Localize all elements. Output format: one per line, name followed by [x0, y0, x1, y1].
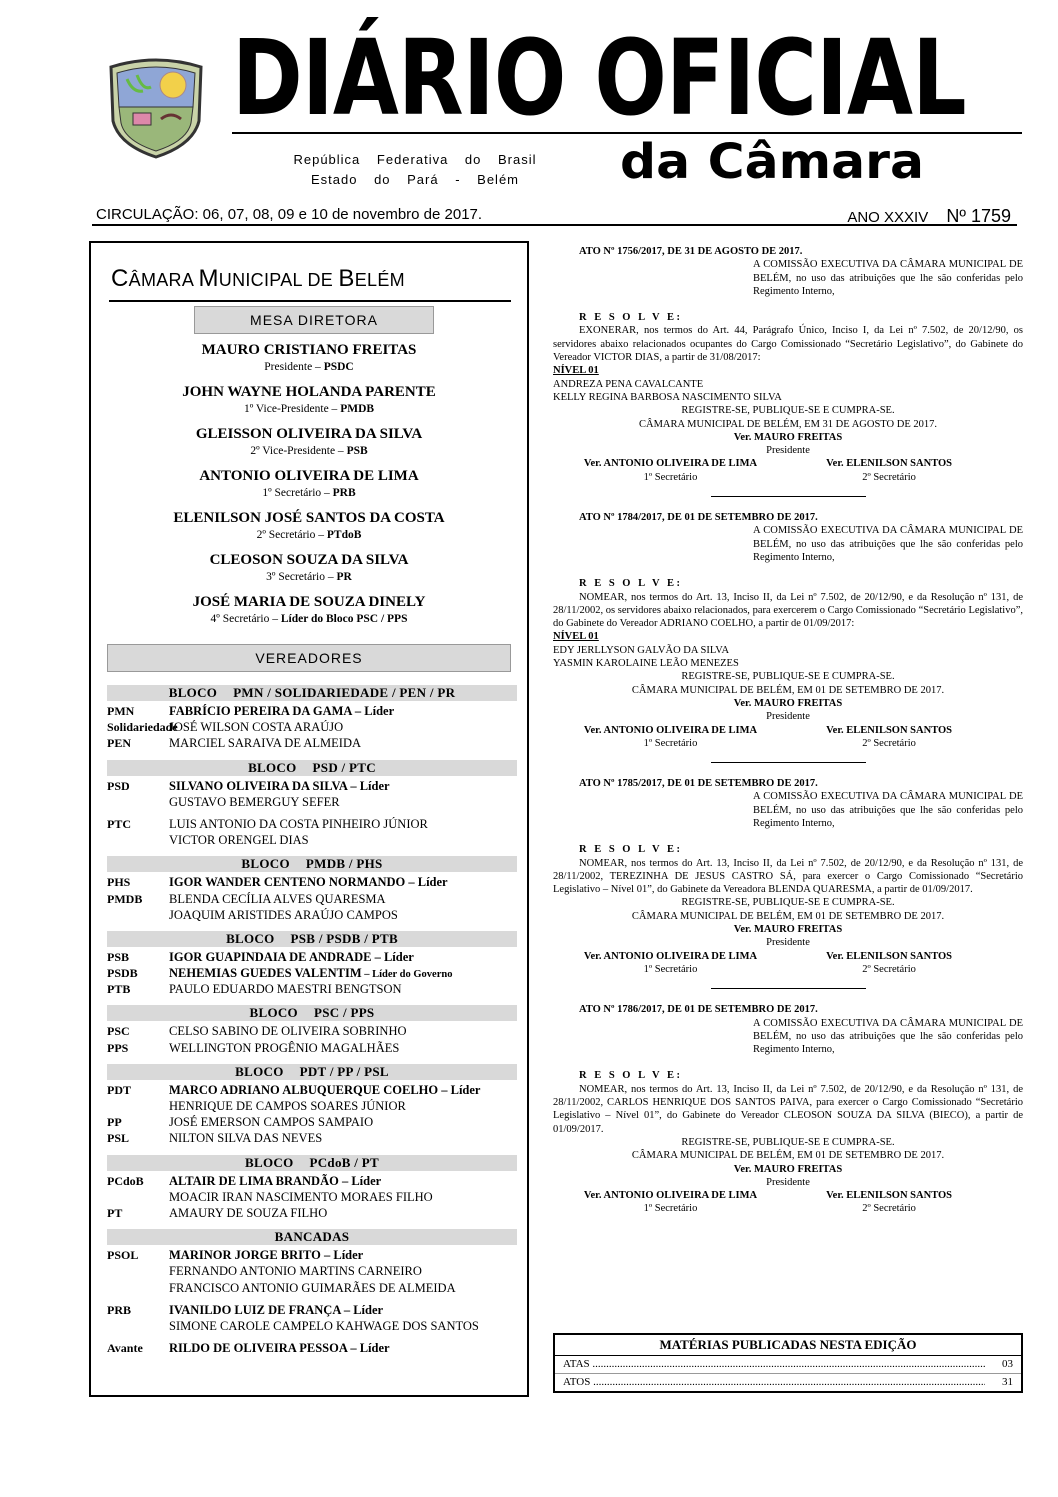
coat-of-arms-icon [103, 57, 209, 159]
vereador-row [107, 794, 517, 810]
vereador-name [169, 1082, 517, 1098]
ato-separator [711, 988, 866, 989]
vereador-name-text: MARCIEL SARAIVA DE ALMEIDA [169, 736, 362, 751]
member-party: PSB [346, 445, 368, 457]
member-name: ANTONIO OLIVEIRA DE LIMA [199, 468, 419, 484]
vereador-row [107, 1340, 517, 1356]
vereador-row [107, 981, 517, 997]
vereador-name [169, 1302, 517, 1318]
materia-label: ATOS ..... [563, 1374, 985, 1391]
sec2-name: Ver. ELENILSON SANTOS [826, 1190, 953, 1202]
vereador-party: PTB [107, 982, 131, 997]
member-role-title: 1º Vice-Presidente – [243, 403, 341, 415]
presidente-name: Ver. MAURO FREITAS [733, 924, 843, 936]
presidente-role: Presidente [766, 1176, 810, 1188]
ato-block [553, 1003, 1023, 1215]
bloco-heading-part: BANCADAS [274, 1229, 350, 1245]
secretary-roles [553, 471, 1023, 484]
sec1-role: 1º Secretário [643, 1203, 698, 1215]
vereador-name-text: SIMONE CAROLE CAMPELO KAHWAGE DOS SANTOS [169, 1318, 479, 1333]
bloco-heading-part: BLOCO [226, 930, 275, 946]
bloco-gap [107, 848, 517, 854]
secretary-names [553, 1189, 1023, 1202]
sec2-name: Ver. ELENILSON SANTOS [826, 950, 953, 962]
presidente-name: Ver. MAURO FREITAS [733, 697, 843, 709]
vereador-party: PSC [107, 1024, 130, 1039]
ato-servidor: EDY JERLLYSON GALVÃO DA SILVA [553, 644, 730, 656]
vereador-row [107, 1205, 517, 1221]
title-underline [109, 300, 511, 302]
vereador-name [169, 891, 517, 907]
vereador-row [107, 816, 517, 832]
ato-preamble: A COMISSÃO EXECUTIVA DA CÂMARA MUNICIPAL DE BELÉM, no uso das atribuições que lhe são conferidas pelo Regimento Interno, [753, 791, 1023, 829]
member-role [107, 569, 511, 585]
vereador-name [169, 1340, 517, 1356]
vereador-lider: – Líder [340, 1302, 384, 1317]
vereador-party [107, 907, 169, 923]
bloco-heading-part: PDT / PP / PSL [299, 1063, 389, 1079]
bloco-heading-part: PSC / PPS [313, 1005, 375, 1021]
republica-line: República Federativa do Brasil [293, 152, 537, 167]
vereador-name-text: FERNANDO ANTONIO MARTINS CARNEIRO [169, 1264, 422, 1279]
vereador-name-text: LUIS ANTONIO DA COSTA PINHEIRO JÚNIOR [169, 816, 428, 831]
camara-panel [89, 241, 529, 1397]
vereador-name-text: GUSTAVO BEMERGUY SEFER [169, 794, 340, 809]
vereador-row [107, 1130, 517, 1146]
bloco-heading [107, 1229, 517, 1245]
ato-registre: REGISTRE-SE, PUBLIQUE-SE E CUMPRA-SE. [681, 897, 895, 909]
materia-label: ATAS ..... [563, 1356, 985, 1373]
vereador-name [169, 778, 517, 794]
ato-title: ATO Nº 1786/2017, DE 01 DE SETEMBRO DE 2017. [579, 1004, 818, 1016]
vereador-lider: – Líder [347, 778, 390, 793]
vereador-name [169, 1247, 517, 1263]
vereador-party: PSOL [107, 1248, 139, 1263]
ato-servidor: YASMIN KAROLAINE LEÃO MENEZES [553, 658, 739, 670]
sec2-role: 2º Secretário [862, 963, 916, 975]
ato-text: EXONERAR, nos termos do Art. 44, Parágrafo Único, Inciso I, da Lei nº 7.502, de 20/12/90, os servidores abaixo relacionados ocupantes do Cargo Comissionado “Secretário Legislativo”, do Gabinete do Vereador VICTOR DIAS, a partir de 31/08/2017: [553, 325, 1023, 364]
ato-nivel: NÍVEL 01 [553, 631, 599, 643]
vereador-row [107, 907, 517, 923]
bloco-gap [107, 1147, 517, 1153]
bloco-heading-part: BLOCO [249, 1005, 298, 1021]
ato-registre: REGISTRE-SE, PUBLIQUE-SE E CUMPRA-SE. [681, 1136, 895, 1148]
ato-nivel: NÍVEL 01 [553, 365, 599, 377]
bloco-heading [107, 1005, 517, 1021]
ato-resolve: R E S O L V E: [579, 312, 683, 324]
member-role-title: 3º Secretário – [266, 571, 337, 583]
camara-title: CÂMARA MUNICIPAL DE BELÉM [111, 265, 405, 292]
vereador-row [107, 1173, 517, 1189]
vereador-name-text: ALTAIR DE LIMA BRANDÃO [169, 1173, 339, 1188]
vereador-row [107, 949, 517, 965]
vereador-row [107, 735, 517, 751]
vereador-lider: – Líder [405, 875, 448, 890]
vereador-name [169, 1189, 517, 1205]
presidente-role: Presidente [766, 937, 810, 949]
vereador-name-text: JOSÉ WILSON COSTA ARAÚJO [169, 720, 344, 735]
ato-block [553, 777, 1023, 989]
ato-title: ATO Nº 1784/2017, DE 01 DE SETEMBRO DE 2017. [579, 512, 818, 524]
member-party: PSDC [323, 361, 354, 373]
vereador-row [107, 874, 517, 890]
vereador-name-text: BLENDA CECÍLIA ALVES QUARESMA [169, 891, 386, 906]
sec1-name: Ver. ANTONIO OLIVEIRA DE LIMA [583, 724, 758, 736]
issue-year: ANO XXXIV [847, 209, 929, 226]
vereador-name-text: VICTOR ORENGEL DIAS [169, 833, 309, 848]
vereador-party: PCdoB [107, 1173, 144, 1188]
member-role-title: 2º Secretário – [256, 529, 327, 541]
ato-block [553, 511, 1023, 763]
vereador-name-text: MARINOR JORGE BRITO [169, 1248, 321, 1263]
vereador-party: PHS [107, 875, 131, 890]
mesa-member [107, 467, 511, 509]
materia-page: 31 [1002, 1376, 1013, 1388]
ato-block [553, 245, 1023, 497]
republic-lines [270, 150, 560, 190]
vereador-party [107, 1318, 169, 1334]
vereador-party [107, 794, 169, 810]
ato-separator [711, 496, 866, 497]
bloco-heading-part: PMDB / PHS [305, 856, 383, 872]
atos-column [553, 245, 1023, 1216]
vereador-name-text: PAULO EDUARDO MAESTRI BENGTSON [169, 982, 402, 997]
vereador-name-text: RILDO DE OLIVEIRA PESSOA [169, 1341, 348, 1356]
vereador-lider: – Líder [351, 704, 395, 718]
vereador-name [169, 1280, 517, 1296]
bloco-heading [107, 685, 517, 701]
vereador-name-text: CELSO SABINO DE OLIVEIRA SOBRINHO [169, 1024, 407, 1039]
ato-servidor: ANDREZA PENA CAVALCANTE [553, 378, 704, 390]
mesa-member [107, 383, 511, 425]
ato-preamble: A COMISSÃO EXECUTIVA DA CÂMARA MUNICIPAL DE BELÉM, no uso das atribuições que lhe são conferidas pelo Regimento Interno, [753, 1017, 1023, 1056]
vereador-name [169, 816, 517, 832]
materias-heading: MATÉRIAS PUBLICADAS NESTA EDIÇÃO [555, 1335, 1021, 1356]
materia-row [555, 1374, 1021, 1391]
vereador-name [169, 794, 517, 810]
member-party: PR [336, 571, 352, 583]
vereador-row [107, 832, 517, 848]
member-role-title: 2º Vice-Presidente – [250, 445, 347, 457]
vereador-name-text: JOAQUIM ARISTIDES ARAÚJO CAMPOS [169, 907, 398, 922]
vereador-lider: – Líder [347, 1341, 390, 1356]
sec2-role: 2º Secretário [862, 471, 916, 483]
vereador-name [169, 735, 517, 751]
vereador-row [107, 1302, 517, 1318]
vereador-name-text: IVANILDO LUIZ DE FRANÇA [169, 1302, 341, 1317]
mesa-member [107, 341, 511, 383]
bloco-gap [107, 1356, 517, 1362]
ato-resolve: R E S O L V E: [579, 844, 683, 856]
circulation-dates: CIRCULAÇÃO: 06, 07, 08, 09 e 10 de novembro de 2017. [96, 206, 483, 223]
member-party: PTdoB [326, 529, 362, 541]
bloco-gap [107, 1221, 517, 1227]
ato-text: NOMEAR, nos termos do Art. 13, Inciso II, da Lei nº 7.502, de 20/12/90, e da Resolução nº 131, de 28/11/2002, TEREZINHA DE JESUS CASTRO SÁ, para exercer o Cargo Comissionado “Secretário Legislativo – Nível 01”, do Gabinete da Vereadora BLENDA QUARESMA, a partir de 01/09/2017. [553, 857, 1023, 896]
vereador-name-text: IGOR GUAPINDAIA DE ANDRADE [169, 949, 372, 964]
vereador-row [107, 1114, 517, 1130]
bloco-gap [107, 1056, 517, 1062]
vereador-row [107, 719, 517, 735]
vereador-lider: – Líder [438, 1082, 481, 1097]
member-name: GLEISSON OLIVEIRA DA SILVA [195, 426, 423, 442]
member-role [107, 443, 511, 459]
ato-text: NOMEAR, nos termos do Art. 13, Inciso II, da Lei nº 7.502, de 20/12/90, e da Resolução nº 131, de 28/11/2002, os servidores abaixo relacionados, para exercerem o Cargo Comissionado “Secretário Legislativo”, do Gabinete do Vereador ADRIANO COELHO, a partir de 01/09/2017: [553, 591, 1023, 630]
member-name: MAURO CRISTIANO FREITAS [201, 342, 417, 358]
vereador-party: PTC [107, 816, 131, 831]
vereador-lider: – Líder [371, 949, 414, 964]
bloco-heading-part: BLOCO [241, 856, 290, 872]
member-role [107, 401, 511, 417]
vereador-name-text: MARCO ADRIANO ALBUQUERQUE COELHO [169, 1082, 439, 1097]
vereador-name [169, 719, 517, 735]
vereador-name [169, 949, 517, 965]
secretary-names [553, 724, 1023, 737]
ato-local: CÂMARA MUNICIPAL DE BELÉM, EM 01 DE SETEMBRO DE 2017. [631, 1150, 945, 1162]
vereadores-list [107, 683, 517, 1362]
issue-number: Nº 1759 [946, 206, 1011, 226]
presidente-role: Presidente [766, 445, 810, 457]
member-name: JOHN WAYNE HOLANDA PARENTE [182, 384, 436, 400]
vereador-name [169, 965, 517, 981]
vereador-lider: – Líder [320, 1248, 364, 1263]
vereador-party [107, 1280, 169, 1296]
vereador-row [107, 703, 517, 719]
vereador-party: PPS [107, 1040, 129, 1055]
member-role-title: 1º Secretário – [262, 487, 333, 499]
bloco-heading [107, 1064, 517, 1080]
sec1-name: Ver. ANTONIO OLIVEIRA DE LIMA [583, 1190, 758, 1202]
presidente-name: Ver. MAURO FREITAS [733, 431, 843, 443]
vereador-party: PEN [107, 736, 131, 751]
vereador-name-text: HENRIQUE DE CAMPOS SOARES JÚNIOR [169, 1099, 406, 1113]
materia-row [555, 1356, 1021, 1374]
mesa-member [107, 593, 511, 635]
sec2-name: Ver. ELENILSON SANTOS [826, 458, 953, 470]
ato-resolve: R E S O L V E: [579, 578, 683, 590]
secretary-roles [553, 737, 1023, 750]
vereador-party: PMN [107, 704, 135, 718]
sec2-role: 2º Secretário [862, 1203, 916, 1215]
vereador-lider: – Líder [338, 1173, 382, 1188]
ato-local: CÂMARA MUNICIPAL DE BELÉM, EM 31 DE AGOSTO DE 2017. [638, 418, 937, 430]
sec1-role: 1º Secretário [643, 963, 698, 975]
secretary-roles [553, 963, 1023, 976]
vereador-name [169, 1173, 517, 1189]
ato-local: CÂMARA MUNICIPAL DE BELÉM, EM 01 DE SETEMBRO DE 2017. [631, 910, 945, 922]
vereador-name-text: NEHEMIAS GUEDES VALENTIM [169, 966, 362, 981]
bloco-heading [107, 1155, 517, 1171]
vereador-name [169, 1263, 517, 1279]
vereador-party: PP [107, 1115, 122, 1130]
vereadores-heading: VEREADORES [107, 644, 511, 672]
vereador-name-text: WELLINGTON PROGÊNIO MAGALHÃES [169, 1040, 400, 1055]
vereador-name [169, 1130, 517, 1146]
vereador-name [169, 907, 517, 923]
vereador-party: PSB [107, 949, 130, 964]
vereador-row [107, 1189, 517, 1205]
vereador-name-text: AMAURY DE SOUZA FILHO [169, 1205, 328, 1220]
vereador-name [169, 1205, 517, 1221]
vereador-name [169, 1040, 517, 1056]
vereador-row [107, 891, 517, 907]
ato-separator [711, 762, 866, 763]
ato-local: CÂMARA MUNICIPAL DE BELÉM, EM 01 DE SETEMBRO DE 2017. [631, 684, 945, 696]
secretary-names [553, 950, 1023, 963]
vereador-party: Solidariedade [107, 720, 178, 735]
secretary-names [553, 457, 1023, 470]
bloco-heading-part: PSD / PTC [312, 759, 376, 775]
vereador-name [169, 703, 517, 719]
vereador-party: PDT [107, 1082, 131, 1097]
ato-servidor: KELLY REGINA BARBOSA NASCIMENTO SILVA [553, 391, 782, 403]
vereador-name-text: FABRÍCIO PEREIRA DA GAMA [169, 704, 352, 718]
member-party: PMDB [340, 403, 375, 415]
bloco-heading-part: PSB / PSDB / PTB [290, 930, 398, 946]
member-role [107, 611, 511, 627]
vereador-row [107, 1023, 517, 1039]
vereador-party: PMDB [107, 891, 143, 906]
vereador-party: PSD [107, 778, 130, 793]
vereador-row [107, 1098, 517, 1114]
member-party: PRB [332, 487, 356, 499]
vereador-row [107, 778, 517, 794]
vereador-name-text: IGOR WANDER CENTENO NORMANDO [169, 875, 406, 890]
presidente-name: Ver. MAURO FREITAS [733, 1163, 843, 1175]
bloco-heading-part: BLOCO [235, 1063, 284, 1079]
ato-preamble: A COMISSÃO EXECUTIVA DA CÂMARA MUNICIPAL DE BELÉM, no uso das atribuições que lhe são conferidas pelo Regimento Interno, [753, 259, 1023, 297]
bloco-heading-part: BLOCO [248, 759, 297, 775]
vereador-name-text: SILVANO OLIVEIRA DA SILVA [169, 778, 348, 793]
secretary-roles [553, 1202, 1023, 1215]
vereador-row [107, 1263, 517, 1279]
member-role [107, 359, 511, 375]
bloco-heading-part: BLOCO [168, 685, 218, 700]
vereador-party [107, 1098, 169, 1114]
vereador-party: PSDB [107, 966, 138, 981]
vereador-party: PRB [107, 1302, 131, 1317]
vereador-name [169, 1114, 517, 1130]
materia-page: 03 [1002, 1358, 1013, 1370]
sec1-role: 1º Secretário [643, 737, 698, 749]
vereador-name-text: JOSÉ EMERSON CAMPOS SAMPAIO [169, 1115, 374, 1130]
vereador-party: PSL [107, 1131, 130, 1146]
member-name: JOSÉ MARIA DE SOUZA DINELY [192, 594, 426, 610]
bloco-heading-part: PMN / SOLIDARIEDADE / PEN / PR [233, 685, 456, 700]
sec1-name: Ver. ANTONIO OLIVEIRA DE LIMA [583, 458, 758, 470]
vereador-name [169, 981, 517, 997]
vereador-name-text: NILTON SILVA DAS NEVES [169, 1131, 323, 1146]
ato-registre: REGISTRE-SE, PUBLIQUE-SE E CUMPRA-SE. [681, 405, 895, 417]
bloco-heading [107, 856, 517, 872]
vereador-name [169, 874, 517, 890]
sec1-role: 1º Secretário [643, 471, 698, 483]
vereador-party [107, 1189, 169, 1205]
member-role-title: 4º Secretário – [210, 613, 281, 625]
sec2-name: Ver. ELENILSON SANTOS [826, 724, 953, 736]
ato-title: ATO Nº 1785/2017, DE 01 DE SETEMBRO DE 2017. [579, 778, 818, 790]
vereador-row [107, 1247, 517, 1263]
vereador-row [107, 965, 517, 981]
mesa-member [107, 551, 511, 593]
vereador-name [169, 1098, 517, 1114]
member-role-title: Presidente – [264, 361, 324, 373]
vereador-name [169, 1318, 517, 1334]
vereador-party: Avante [107, 1341, 143, 1356]
vereador-party [107, 1263, 169, 1279]
mesa-member [107, 509, 511, 551]
mesa-diretora-list [107, 341, 511, 635]
ato-preamble: A COMISSÃO EXECUTIVA DA CÂMARA MUNICIPAL DE BELÉM, no uso das atribuições que lhe são conferidas pelo Regimento Interno, [753, 525, 1023, 563]
member-name: ELENILSON JOSÉ SANTOS DA COSTA [173, 510, 445, 526]
bloco-gap [107, 997, 517, 1003]
mesa-member [107, 425, 511, 467]
ato-title: ATO Nº 1756/2017, DE 31 DE AGOSTO DE 2017. [579, 246, 803, 257]
masthead [0, 0, 1058, 235]
member-name: CLEOSON SOUZA DA SILVA [209, 552, 409, 568]
vereador-row [107, 1040, 517, 1056]
vereador-row [107, 1318, 517, 1334]
newspaper-subtitle: da Câmara [620, 134, 925, 190]
presidente-role: Presidente [766, 711, 810, 723]
bloco-heading [107, 931, 517, 947]
estado-line: Estado do Pará - Belém [310, 172, 520, 187]
bloco-heading [107, 760, 517, 776]
member-role [107, 527, 511, 543]
bloco-heading-part: PCdoB / PT [309, 1154, 379, 1170]
vereador-party [107, 832, 169, 848]
vereador-row [107, 1280, 517, 1296]
vereador-name [169, 832, 517, 848]
member-role [107, 485, 511, 501]
vereador-party: PT [107, 1205, 123, 1220]
ato-resolve: R E S O L V E: [579, 1070, 683, 1082]
bloco-gap [107, 923, 517, 929]
member-party: Líder do Bloco PSC / PPS [280, 613, 408, 625]
bloco-heading-part: BLOCO [245, 1154, 294, 1170]
vereador-name-text: MOACIR IRAN NASCIMENTO MORAES FILHO [169, 1189, 433, 1204]
circulation-rule [92, 224, 1017, 226]
vereador-name-text: FRANCISCO ANTONIO GUIMARÃES DE ALMEIDA [169, 1280, 456, 1295]
ato-registre: REGISTRE-SE, PUBLIQUE-SE E CUMPRA-SE. [681, 671, 895, 683]
materias-rows [555, 1356, 1021, 1391]
bloco-gap [107, 752, 517, 758]
mesa-diretora-heading: MESA DIRETORA [194, 306, 434, 334]
materias-table [553, 1333, 1023, 1393]
vereador-row [107, 1082, 517, 1098]
vereador-lider: – Líder do Governo [361, 969, 453, 981]
sec1-name: Ver. ANTONIO OLIVEIRA DE LIMA [583, 950, 758, 962]
vereador-name [169, 1023, 517, 1039]
sec2-role: 2º Secretário [862, 737, 916, 749]
ato-text: NOMEAR, nos termos do Art. 13, Inciso II, da Lei nº 7.502, de 20/12/90, e da Resolução nº 131, de 28/11/2002, CARLOS HENRIQUE DOS SANTOS PAIVA, para exercer o Cargo Comissionado “Secretário Legislativo – Nível 01”, do Gabinete do Vereador CLEOSON SOUZA DA SILVA (BIECO), a partir de 01/09/2017. [553, 1083, 1023, 1135]
newspaper-title: DIÁRIO OFICIAL [232, 17, 966, 139]
